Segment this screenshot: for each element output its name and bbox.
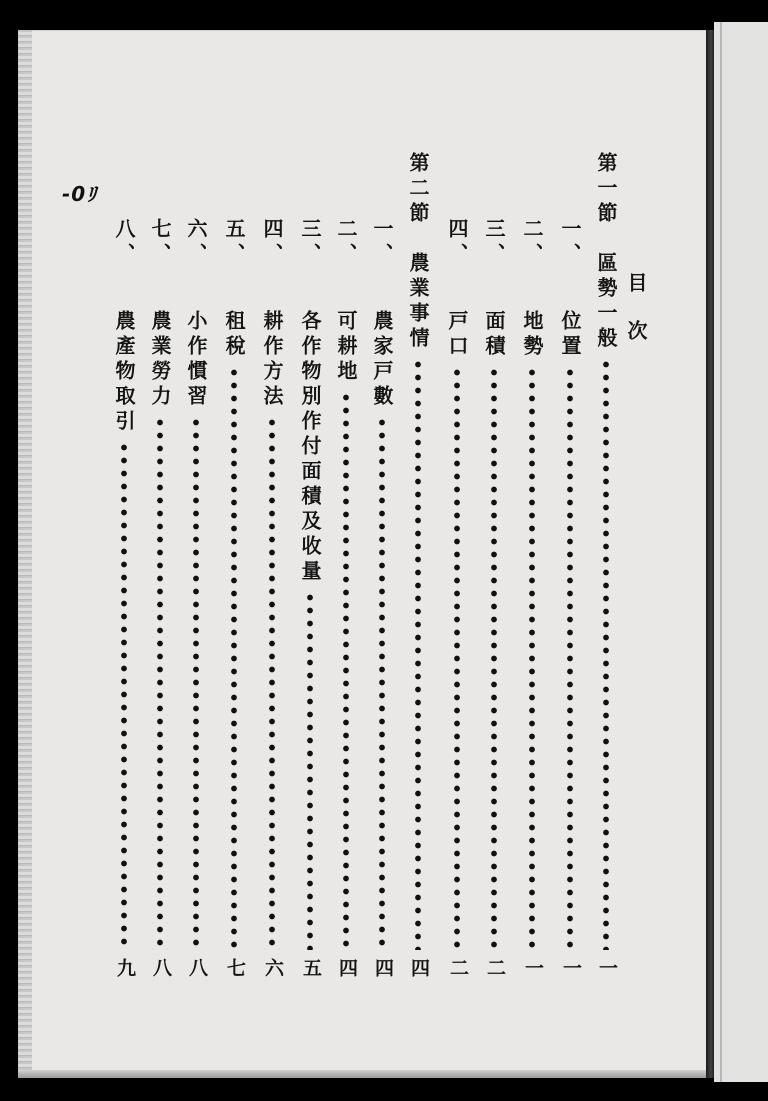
toc-section-title <box>408 152 428 352</box>
toc-entry-title <box>150 218 170 410</box>
toc-heading: 目次 <box>624 272 648 368</box>
toc-entry-label: 第二節 農業事情 <box>406 152 430 352</box>
toc-entry-label: 戸口 <box>445 310 469 360</box>
toc-entry-number: 三、 <box>298 218 322 268</box>
toc-leader-dots <box>120 441 128 950</box>
toc-entry-title <box>186 218 206 410</box>
toc-leader-dots <box>566 366 574 950</box>
toc-leader-dots <box>268 416 276 950</box>
toc-entry-title <box>372 218 392 410</box>
toc-page-number: 二 <box>447 958 469 977</box>
toc-page-number: 八 <box>150 958 172 977</box>
toc-leader-dots <box>414 358 422 950</box>
toc-page-number: 一 <box>560 958 582 977</box>
toc-leader-dots <box>342 391 350 950</box>
toc-entry-label: 可耕地 <box>334 310 358 385</box>
handwritten-mark: -0ﾘ <box>62 182 98 206</box>
toc-entry-label: 農產物取引 <box>112 310 136 435</box>
toc-entry-title <box>336 218 356 385</box>
toc-entry-number: 五、 <box>222 218 246 268</box>
toc-leader-dots <box>156 416 164 950</box>
toc-leader-dots <box>378 416 386 950</box>
toc-entry-title <box>224 218 244 360</box>
toc-entry-number: 八、 <box>112 218 136 268</box>
toc-leader-dots <box>602 358 610 950</box>
toc-page-number: 六 <box>262 958 284 977</box>
toc-entry-number: 三、 <box>482 218 506 268</box>
toc-leader-dots <box>528 366 536 950</box>
toc-entry-label: 農家戸數 <box>370 310 394 410</box>
toc-section-title <box>596 152 616 352</box>
toc-entry-label: 各作物別作付面積及收量 <box>298 310 322 585</box>
toc-leader-dots <box>490 366 498 950</box>
toc-entry-number: 四、 <box>260 218 284 268</box>
toc-page-number: 七 <box>224 958 246 977</box>
toc-page-number: 四 <box>408 958 430 977</box>
toc-page-number: 一 <box>522 958 544 977</box>
toc-page-number: 四 <box>336 958 358 977</box>
toc-entry-number: 二、 <box>520 218 544 268</box>
toc-leader-dots <box>453 366 461 950</box>
toc-leader-dots <box>306 591 314 950</box>
toc-entry-title <box>114 218 134 435</box>
toc-entry-title <box>522 218 542 360</box>
adjacent-page-edge <box>714 22 768 1082</box>
toc-entry-title <box>300 218 320 585</box>
toc-entry-number: 一、 <box>558 218 582 268</box>
toc-page-number: 九 <box>114 958 136 977</box>
toc-entry-label: 面積 <box>482 310 506 360</box>
toc-page-number: 一 <box>596 958 618 977</box>
book-spine <box>706 30 714 1078</box>
toc-page-number: 五 <box>300 958 322 977</box>
toc-leader-dots <box>230 366 238 950</box>
toc-entry-number: 七、 <box>148 218 172 268</box>
toc-page-number: 四 <box>372 958 394 977</box>
toc-page-number: 二 <box>484 958 506 977</box>
toc-entry-label: 位置 <box>558 310 582 360</box>
toc-entry-number: 一、 <box>370 218 394 268</box>
toc-entry-title <box>447 218 467 360</box>
toc-entry-label: 租稅 <box>222 310 246 360</box>
toc-entry-label: 地勢 <box>520 310 544 360</box>
toc-leader-dots <box>192 416 200 950</box>
toc-entry-label: 小作慣習 <box>184 310 208 410</box>
toc-page-number: 八 <box>186 958 208 977</box>
toc-entry-number: 四、 <box>445 218 469 268</box>
toc-entry-number: 二、 <box>334 218 358 268</box>
toc-entry-label: 農業勞力 <box>148 310 172 410</box>
toc-entry-title <box>560 218 580 360</box>
toc-entry-title <box>484 218 504 360</box>
toc-entry-label: 第一節 區勢一般 <box>594 152 618 352</box>
toc-entry-label: 耕作方法 <box>260 310 284 410</box>
toc-entry-number: 六、 <box>184 218 208 268</box>
toc-entry-title <box>262 218 282 410</box>
